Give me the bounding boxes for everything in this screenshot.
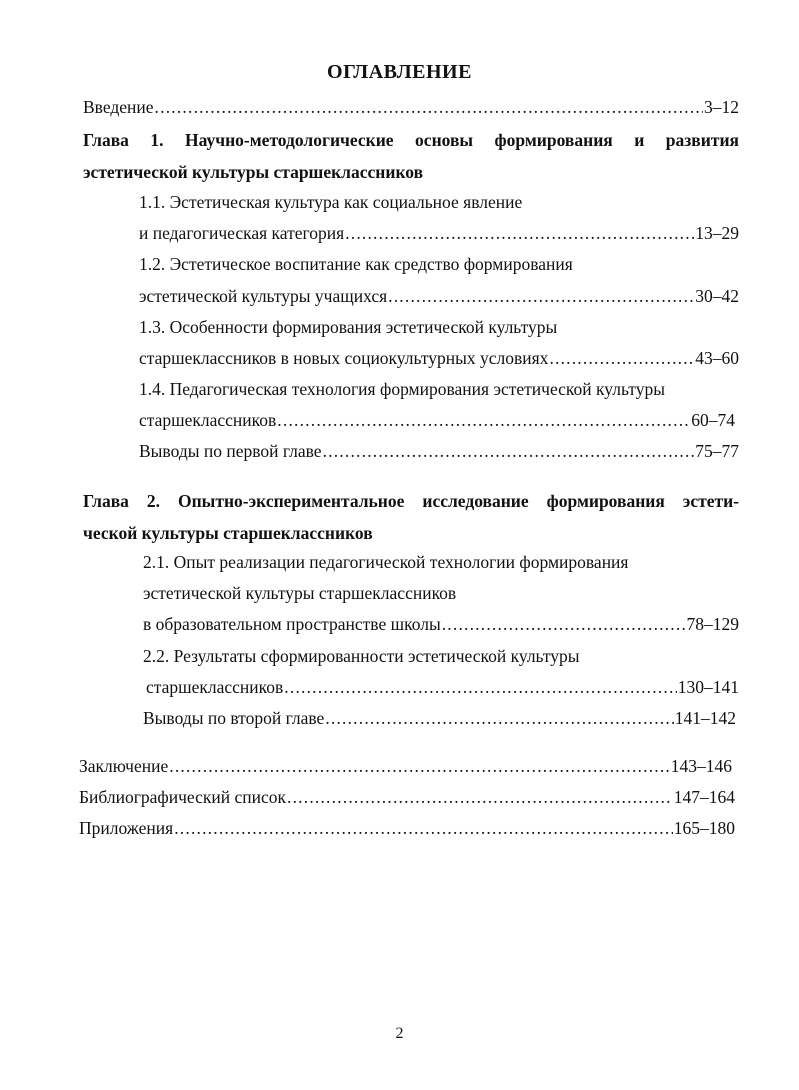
toc-conclusions-chapter-2[interactable] — [143, 707, 736, 729]
toc-section-2-2[interactable] — [146, 676, 739, 698]
toc-conclusions-chapter-1[interactable] — [139, 440, 739, 462]
toc-entry-text: Заключение — [79, 756, 169, 776]
leader-dots — [442, 613, 686, 635]
toc-section-2-2-line1: 2.2. Результаты сформированности эстетической культуры — [143, 646, 580, 666]
leader-dots — [174, 817, 673, 839]
leader-dots — [323, 440, 695, 462]
toc-section-1-4[interactable] — [139, 409, 735, 431]
toc-section-1-2-line1: 1.2. Эстетическое воспитание как средство формирования — [139, 254, 573, 274]
toc-page-range: 43–60 — [695, 348, 739, 368]
toc-entry-text: старшеклассников — [146, 677, 284, 697]
toc-page-range: 130–141 — [677, 677, 739, 697]
leader-dots — [155, 96, 703, 118]
chapter-2-heading[interactable] — [83, 485, 739, 549]
toc-section-1-3-line1: 1.3. Особенности формирования эстетической культуры — [139, 317, 558, 337]
toc-entry-text: Выводы по первой главе — [139, 441, 322, 461]
toc-entry-text: Введение — [83, 97, 154, 117]
toc-section-1-1[interactable] — [139, 222, 739, 244]
toc-entry-text: в образовательном пространстве школы — [143, 614, 441, 634]
toc-entry-text: Приложения — [79, 818, 174, 838]
chapter-heading-line: эстетической культуры старшеклассников — [83, 162, 424, 182]
leader-dots — [549, 347, 694, 369]
toc-page-range: 30–42 — [695, 286, 739, 306]
toc-entry-conclusion[interactable] — [79, 755, 732, 777]
leader-dots — [277, 409, 690, 431]
toc-entry-text: старшеклассников — [139, 410, 277, 430]
toc-section-2-1[interactable] — [143, 613, 739, 635]
toc-section-1-3[interactable] — [139, 347, 739, 369]
toc-page-range: 165–180 — [673, 818, 735, 838]
leader-dots — [287, 786, 673, 808]
toc-entry-text: эстетической культуры учащихся — [139, 286, 388, 306]
toc-section-1-1-line1: 1.1. Эстетическая культура как социальное явление — [139, 192, 523, 212]
toc-entry-bibliography[interactable] — [79, 786, 735, 808]
toc-entry-text: Библиографический список — [79, 787, 287, 807]
toc-section-1-2[interactable] — [139, 285, 739, 307]
toc-page-range: 13–29 — [695, 223, 739, 243]
toc-entry-text: старшеклассников в новых социокультурных условиях — [139, 348, 549, 368]
toc-entry-text: и педагогическая категория — [139, 223, 345, 243]
toc-entry-intro[interactable] — [83, 96, 739, 118]
leader-dots — [284, 676, 676, 698]
chapter-heading-line: Глава 2. Опытно-экспериментальное исследование формирования эстети- — [83, 491, 739, 511]
toc-entry-appendices[interactable] — [79, 817, 735, 839]
leader-dots — [388, 285, 694, 307]
page-number: 2 — [395, 1025, 404, 1042]
page-title: ОГЛАВЛЕНИЕ — [327, 61, 472, 83]
toc-page-range: 3–12 — [704, 97, 739, 117]
leader-dots — [169, 755, 670, 777]
toc-page-range: 147–164 — [673, 787, 735, 807]
toc-page-range: 143–146 — [670, 756, 732, 776]
leader-dots — [345, 222, 694, 244]
toc-page-range: 141–142 — [674, 708, 736, 728]
toc-page-range: 75–77 — [695, 441, 739, 461]
leader-dots — [325, 707, 673, 729]
toc-section-2-1-line2: эстетической культуры старшеклассников — [143, 583, 457, 603]
chapter-heading-line: Глава 1. Научно-методологические основы формирования и развития — [83, 130, 739, 150]
toc-page-range: 78–129 — [686, 614, 739, 634]
toc-page-range: 60–74 — [691, 410, 735, 430]
toc-entry-text: Выводы по второй главе — [143, 708, 325, 728]
chapter-heading-line: ческой культуры старшеклассников — [83, 523, 373, 543]
toc-section-2-1-line1: 2.1. Опыт реализации педагогической технологии формирования — [143, 552, 629, 572]
toc-section-1-4-line1: 1.4. Педагогическая технология формирования эстетической культуры — [139, 379, 665, 399]
chapter-1-heading[interactable] — [83, 124, 739, 188]
